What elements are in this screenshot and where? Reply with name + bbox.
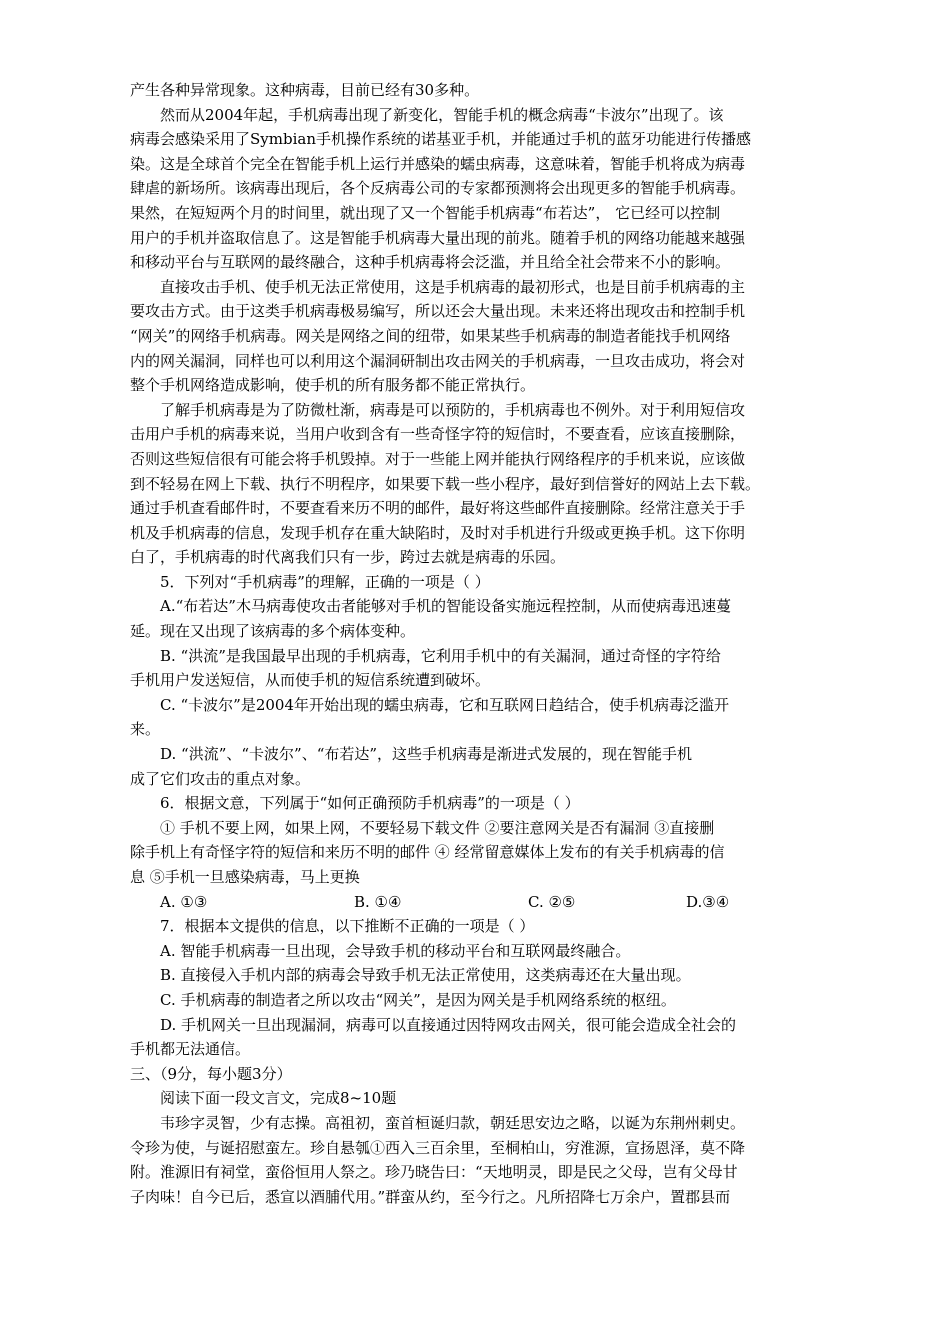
text-line: 用户的手机并盗取信息了。这是智能手机病毒大量出现的前兆。随着手机的网络功能越来越强 [130, 228, 746, 247]
emphasis-char: 正 [410, 914, 425, 939]
text-line: “网关”的网络手机病毒。网关是网络之间的纽带，如果某些手机病毒的制造者能找手机网络 [130, 326, 731, 345]
section-3-heading: 三、（9分，每小题3分） [130, 1064, 292, 1083]
question-7-stem [130, 914, 822, 939]
emphasis-char: 正 [365, 570, 380, 595]
article-text [130, 78, 822, 1209]
classical-text-line: 韦珍字灵智，少有志操。高祖初，蛮首桓诞归款，朝廷思安边之略，以诞为东荆州刺史。 [160, 1113, 746, 1132]
question-6-option-b: B. ①④ [354, 892, 402, 911]
text-line: 肆虐的新场所。该病毒出现后，各个反病毒公司的专家都预测将会出现更多的智能手机病毒。 [130, 179, 746, 198]
text-line: 否则这些短信很有可能会将手机毁掉。对于一些能上网并能执行网络程序的手机来说，应该做 [130, 449, 746, 468]
text-line: 要攻击方式。由于这类手机病毒极易编写，所以还会大量出现。未来还将出现攻击和控制手机 [130, 302, 746, 321]
question-6-item-line: ① 手机不要上网，如果上网，不要轻易下载文件 ②要注意网关是否有漏洞 ③直接删 [160, 818, 715, 837]
question-5-option-c: C. “卡波尔”是2004年开始出现的蠕虫病毒，它和互联网日趋结合，使手机病毒泛滥开 [160, 695, 729, 714]
question-5-option-a: A.“布若达”木马病毒使攻击者能够对手机的智能设备实施远程控制，从而使病毒迅速蔓 [160, 597, 731, 616]
text-line: 内的网关漏洞，同样也可以利用这个漏洞研制出攻击网关的手机病毒，一旦攻击成功，将会对 [130, 351, 746, 370]
text-line: 和移动平台与互联网的最终融合，这种手机病毒将会泛滥，并且给全社会带来不小的影响。 [130, 253, 731, 272]
question-7-stem-before: 7．根据本文提供的信息，以下推断 [160, 917, 395, 936]
emphasis-char: 确 [380, 570, 395, 595]
text-line: 病毒会感染采用了Symbian手机操作系统的诺基亚手机，并能通过手机的蓝牙功能进行传播感 [130, 130, 751, 149]
emphasis-char: 不 [395, 914, 410, 939]
question-7-option-a: A. 智能手机病毒一旦出现，会导致手机的移动平台和互联网最终融合。 [160, 941, 631, 960]
text-line: 到不轻易在网上下载、执行不明程序，如果要下载一些小程序，最好到信誉好的网站上去下载。 [130, 474, 761, 493]
question-6-item-line: 除手机上有奇怪字符的短信和来历不明的邮件 ④ 经常留意媒体上发布的有关手机病毒的信 [130, 843, 725, 862]
question-5-option-b-cont: 手机用户发送短信，从而使手机的短信系统遭到破坏。 [130, 671, 491, 690]
question-5-option-d-cont: 成了它们攻击的重点对象。 [130, 769, 311, 788]
classical-text-line: 令珍为使，与诞招慰蛮左。珍自悬瓠①西入三百余里，至桐柏山，穷淮源，宣扬恩泽，莫不降 [130, 1138, 746, 1157]
question-6-item-line: 息 ⑤手机一旦感染病毒，马上更换 [130, 868, 360, 886]
question-5-option-c-cont: 来。 [130, 720, 161, 739]
text-line: 白了，手机病毒的时代离我们只有一步，跨过去就是病毒的乐园。 [130, 548, 566, 567]
question-6-option-c: C. ②⑤ [528, 892, 576, 911]
question-5-stem-after: 的一项是（ ） [394, 572, 490, 591]
question-7-option-b: B. 直接侵入手机内部的病毒会导致手机无法正常使用，这类病毒还在大量出现。 [160, 966, 691, 985]
question-5-stem-before: 5．下列对“手机病毒”的理解， [160, 572, 365, 591]
text-line: 果然，在短短两个月的时间里，就出现了又一个智能手机病毒“布若达”， 它已经可以控制 [130, 203, 721, 222]
text-line: 然而从2004年起，手机病毒出现了新变化，智能手机的概念病毒“卡波尔”出现了。该 [160, 105, 724, 124]
question-6-options [130, 890, 822, 915]
emphasis-char: 确 [425, 914, 440, 939]
question-5-option-d: D. “洪流”、“卡波尔”、“布若达”，这些手机病毒是渐进式发展的，现在智能手机 [160, 745, 693, 764]
text-line: 了解手机病毒是为了防微杜渐，病毒是可以预防的，手机病毒也不例外。对于利用短信攻 [160, 400, 746, 419]
question-6-option-a: A. ①③ [160, 892, 208, 911]
question-7-option-c: C. 手机病毒的制造者之所以攻击“网关”，是因为网关是手机网络系统的枢纽。 [160, 990, 676, 1009]
section-3-instruction: 阅读下面一段文言文，完成8~10题 [160, 1089, 397, 1108]
question-5-option-a-cont: 延。现在又出现了该病毒的多个病体变种。 [130, 622, 416, 641]
question-7-option-d-cont: 手机都无法通信。 [130, 1040, 251, 1059]
question-6-stem: 6．根据文意，下列属于“如何正确预防手机病毒”的一项是（ ） [160, 794, 580, 813]
text-line: 直接攻击手机、使手机无法正常使用，这是手机病毒的最初形式，也是目前手机病毒的主 [160, 277, 746, 296]
text-line: 通过手机查看邮件时，不要查看来历不明的邮件，最好将这些邮件直接删除。经常注意关于手 [130, 499, 746, 518]
text-line: 产生各种异常现象。这种病毒，目前已经有30多种。 [130, 81, 480, 99]
question-5-stem [130, 570, 822, 595]
classical-text-line: 子肉味！自今已后，悉宣以酒脯代用。”群蛮从约，至今行之。凡所招降七万余户，置郡县而 [130, 1187, 731, 1206]
classical-text-line: 附。淮源旧有祠堂，蛮俗恒用人祭之。珍乃晓告曰：“天地明灵，即是民之父母，岂有父母甘 [130, 1163, 738, 1182]
text-line: 击用户手机的病毒来说，当用户收到含有一些奇怪字符的短信时，不要查看，应该直接删除， [130, 425, 746, 444]
question-7-stem-after: 的一项是（ ） [439, 917, 535, 936]
question-7-option-d: D. 手机网关一旦出现漏洞，病毒可以直接通过因特网攻击网关，很可能会造成全社会的 [160, 1015, 737, 1034]
text-line: 机及手机病毒的信息，发现手机存在重大缺陷时，及时对手机进行升级或更换手机。这下你明 [130, 523, 746, 542]
question-5-option-b: B. “洪流”是我国最早出现的手机病毒，它利用手机中的有关漏洞，通过奇怪的字符给 [160, 646, 721, 665]
text-line: 整个手机网络造成影响，使手机的所有服务都不能正常执行。 [130, 376, 536, 395]
question-6-option-d: D.③④ [686, 892, 730, 911]
text-line: 染。这是全球首个完全在智能手机上运行并感染的蠕虫病毒，这意味着，智能手机将成为病毒 [130, 154, 746, 173]
